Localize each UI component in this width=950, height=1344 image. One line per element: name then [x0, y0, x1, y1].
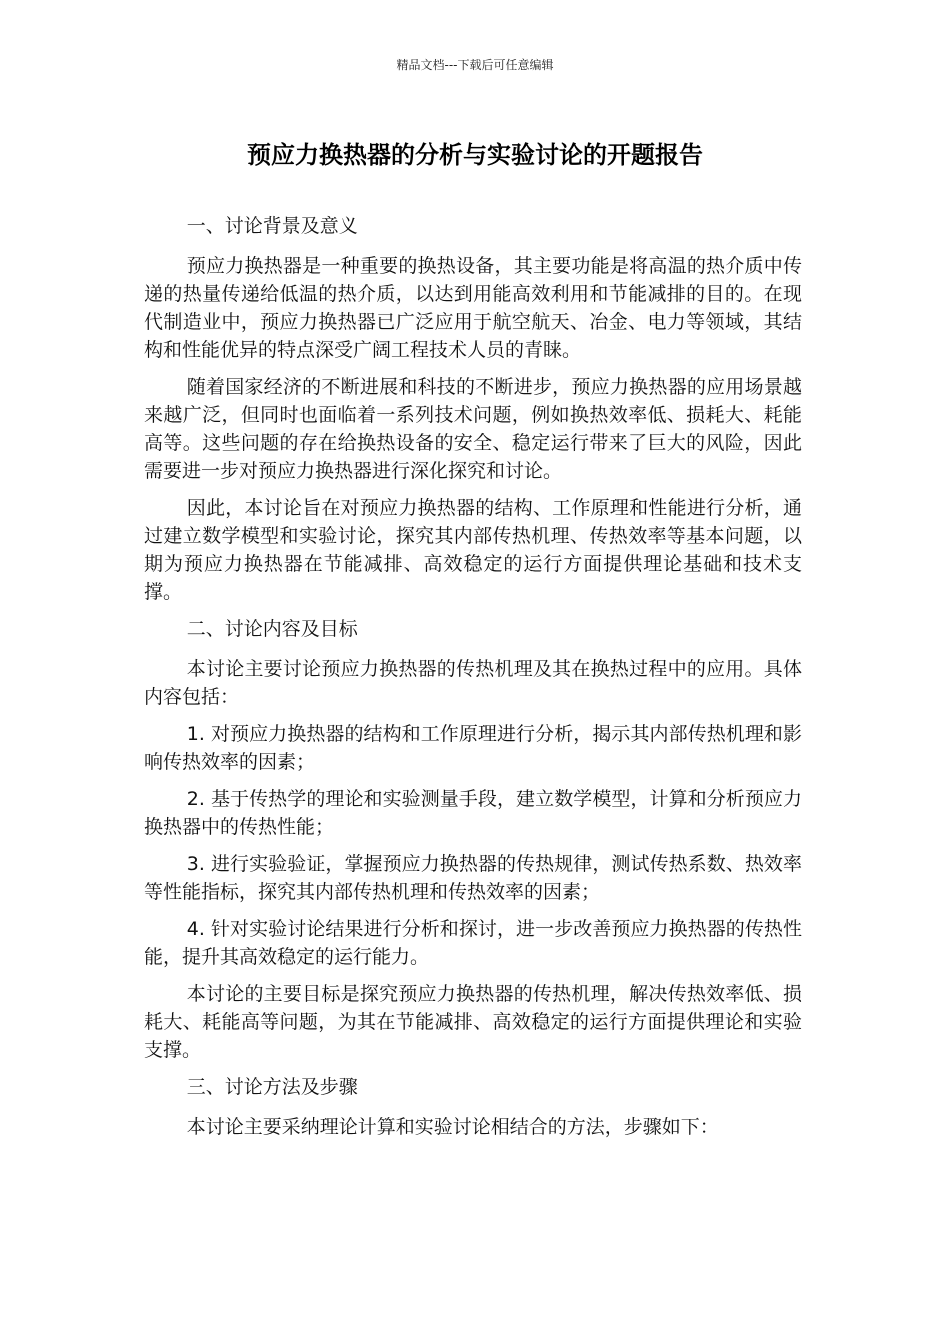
list-item-2: 2. 基于传热学的理论和实验测量手段，建立数学模型，计算和分析预应力换热器中的传热性能；: [144, 788, 802, 838]
section-heading-content: 二、讨论内容及目标: [186, 618, 358, 640]
document-title: 预应力换热器的分析与实验讨论的开题报告: [247, 141, 703, 169]
section-heading-method: 三、讨论方法及步骤: [186, 1076, 358, 1098]
list-item-4: 4. 针对实验讨论结果进行分析和探讨，进一步改善预应力换热器的传热性能，提升其高效稳定的运行能力。: [144, 918, 802, 968]
list-item-3: 3. 进行实验验证，掌握预应力换热器的传热规律，测试传热系数、热效率等性能指标，探究其内部传热机理和传热效率的因素；: [144, 853, 802, 903]
document-body: [144, 212, 802, 1150]
section-heading-background: 一、讨论背景及意义: [186, 215, 358, 237]
paragraph-background-1: 预应力换热器是一种重要的换热设备，其主要功能是将高温的热介质中传递的热量传递给低温的热介质，以达到用能高效利用和节能减排的目的。在现代制造业中，预应力换热器已广泛应用于航空航天、冶金、电力等领域，其结构和性能优异的特点深受广阔工程技术人员的青睐。: [144, 255, 802, 361]
paragraph-content-intro: 本讨论主要讨论预应力换热器的传热机理及其在换热过程中的应用。具体内容包括：: [144, 658, 802, 708]
paragraph-background-3: 因此，本讨论旨在对预应力换热器的结构、工作原理和性能进行分析，通过建立数学模型和实验讨论，探究其内部传热机理、传热效率等基本问题，以期为预应力换热器在节能减排、高效稳定的运行方面提供理论基础和技术支撑。: [144, 497, 802, 603]
running-header: 精品文档---下载后可任意编辑: [396, 58, 554, 72]
paragraph-background-2: 随着国家经济的不断进展和科技的不断进步，预应力换热器的应用场景越来越广泛，但同时也面临着一系列技术问题，例如换热效率低、损耗大、耗能高等。这些问题的存在给换热设备的安全、稳定运行带来了巨大的风险，因此需要进一步对预应力换热器进行深化探究和讨论。: [144, 376, 802, 482]
list-item-1: 1. 对预应力换热器的结构和工作原理进行分析，揭示其内部传热机理和影响传热效率的因素；: [144, 723, 802, 773]
paragraph-objective: 本讨论的主要目标是探究预应力换热器的传热机理，解决传热效率低、损耗大、耗能高等问题，为其在节能减排、高效稳定的运行方面提供理论和实验支撑。: [144, 983, 802, 1061]
paragraph-method-intro: 本讨论主要采纳理论计算和实验讨论相结合的方法，步骤如下：: [186, 1116, 719, 1138]
